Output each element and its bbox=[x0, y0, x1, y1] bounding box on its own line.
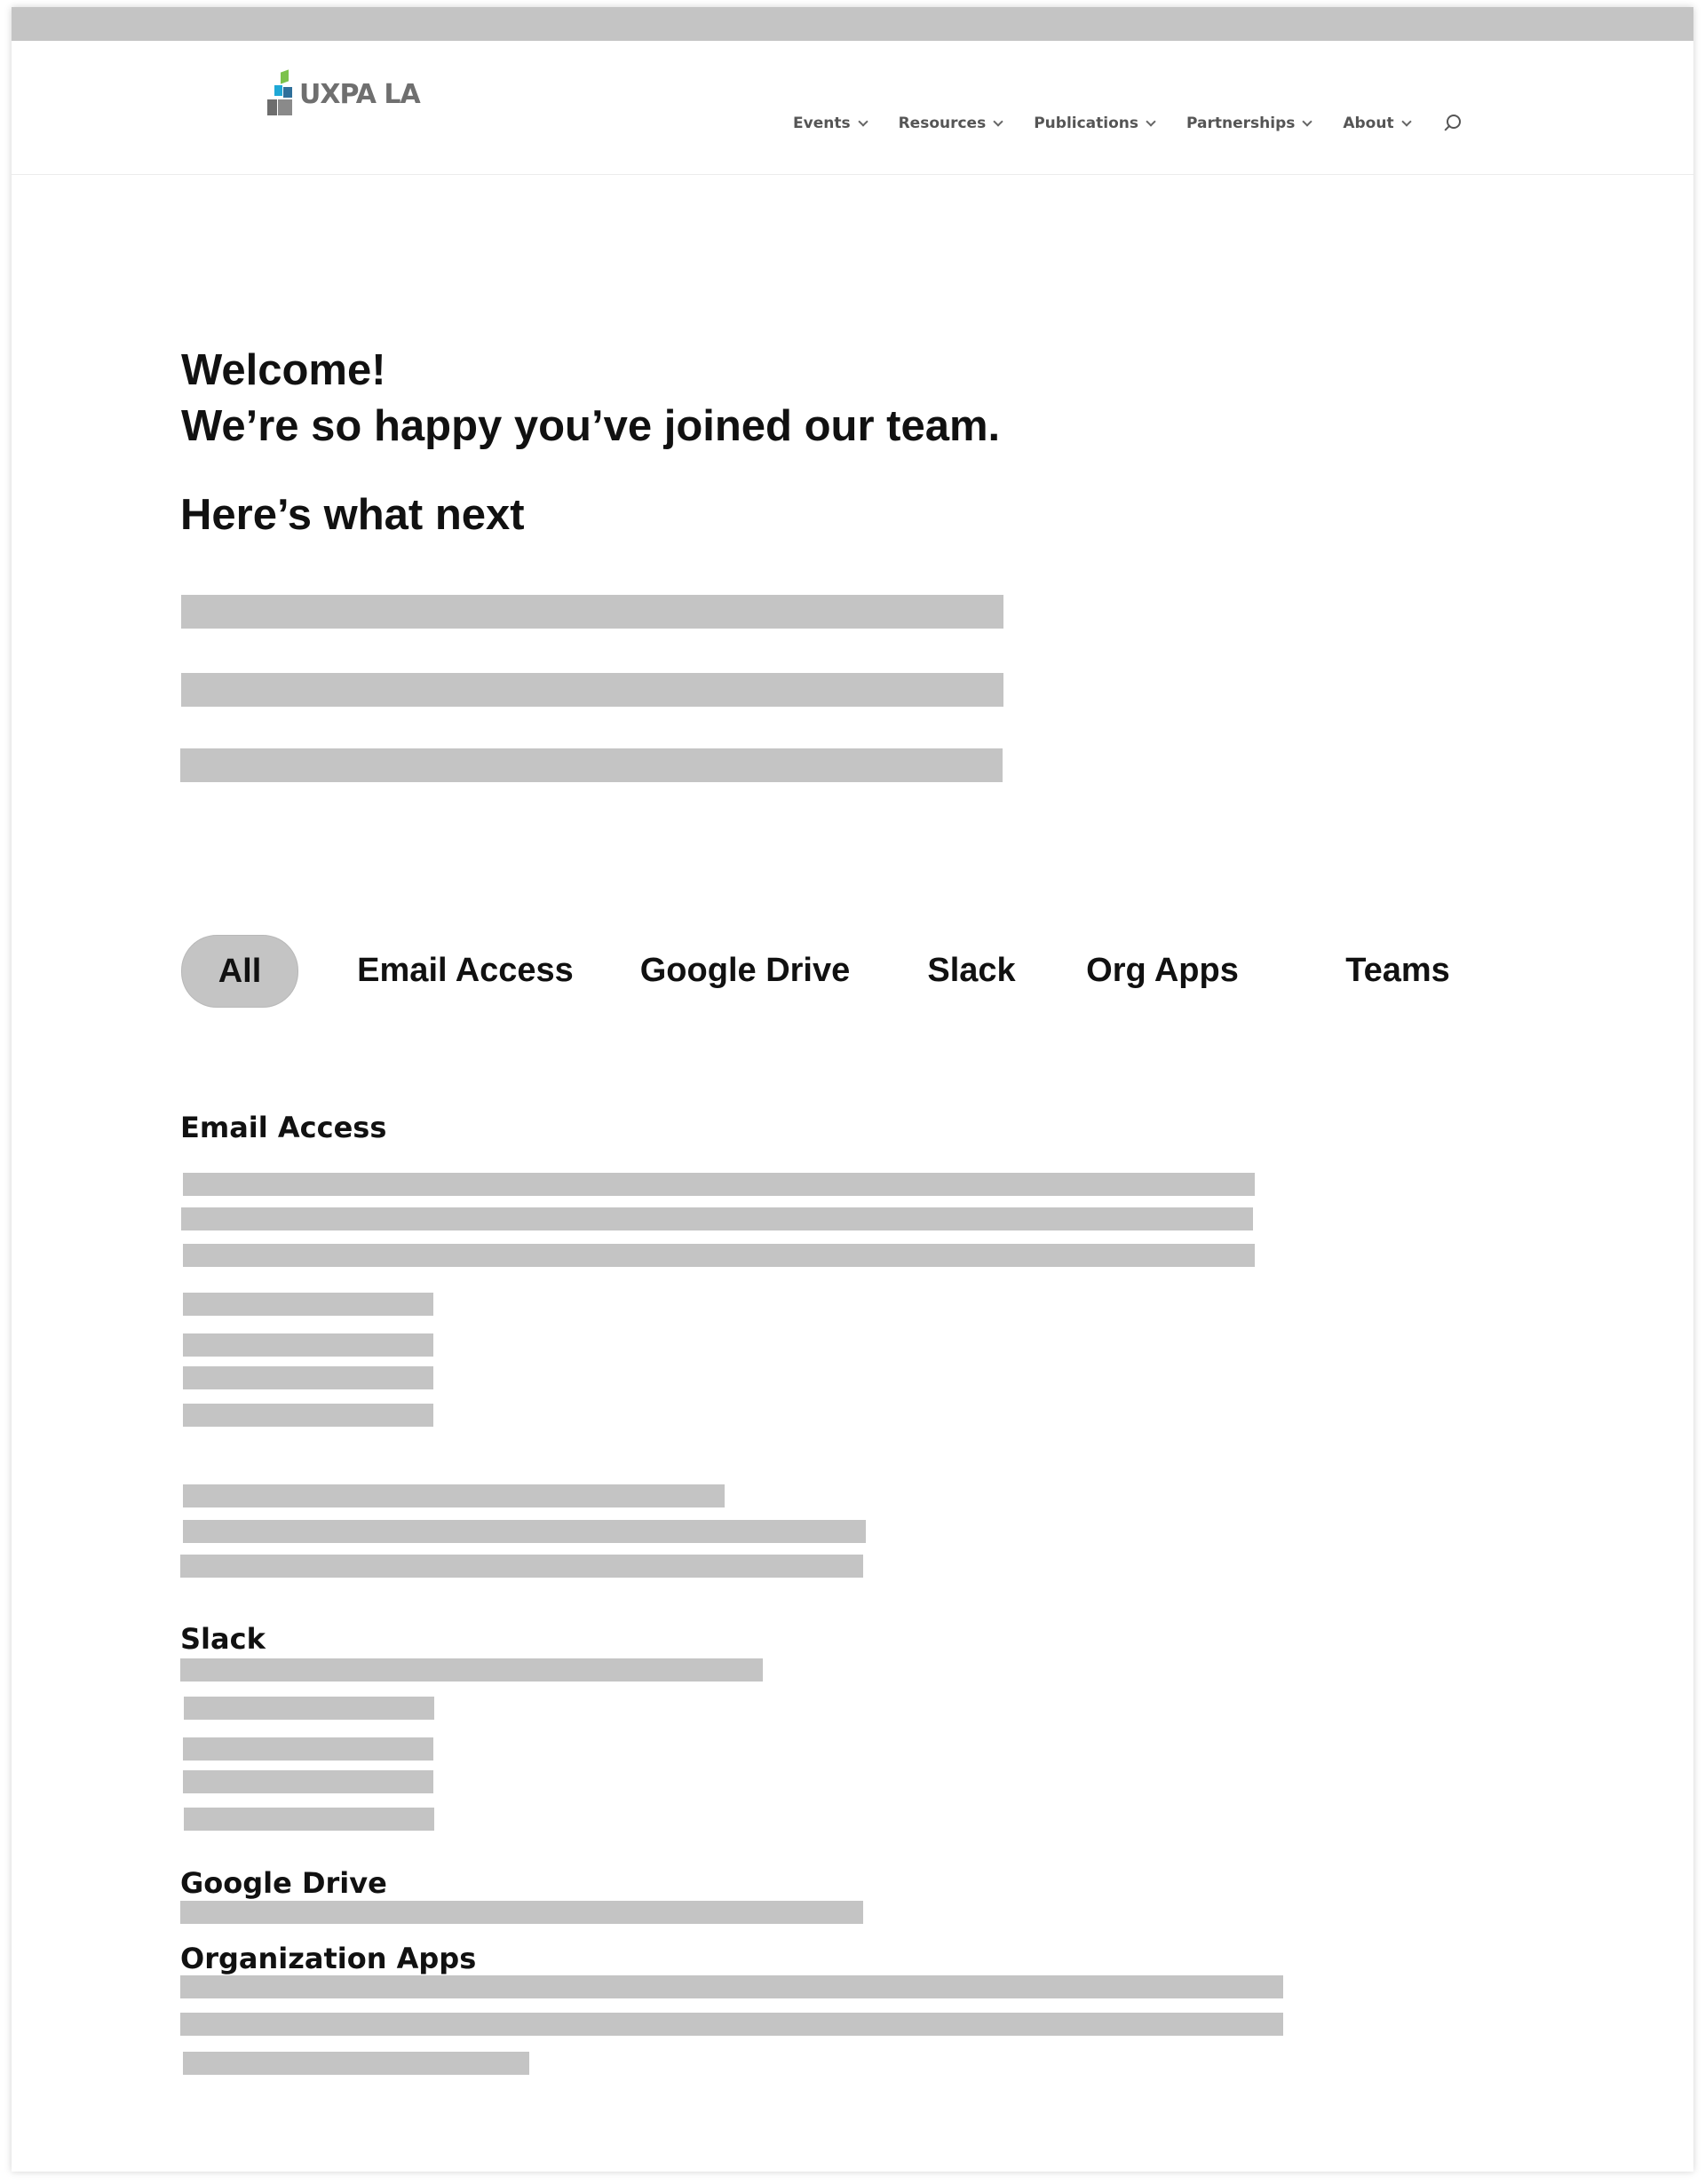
logo-icon bbox=[266, 71, 296, 117]
tab-org-apps[interactable]: Org Apps bbox=[1086, 952, 1239, 989]
chevron-down-icon bbox=[1303, 116, 1312, 126]
nav-label: About bbox=[1343, 115, 1394, 132]
welcome-line-2: We’re so happy you’ve joined our team. bbox=[181, 402, 1001, 450]
nav-item-publications[interactable] bbox=[1034, 115, 1154, 132]
placeholder-line bbox=[183, 1173, 1255, 1196]
tab-slack[interactable]: Slack bbox=[927, 952, 1016, 989]
placeholder-line bbox=[184, 1808, 434, 1831]
placeholder-line bbox=[183, 1293, 433, 1316]
nav-item-events[interactable] bbox=[793, 115, 867, 132]
nav-label: Resources bbox=[898, 115, 987, 132]
placeholder-line bbox=[183, 1333, 433, 1357]
site-header bbox=[12, 41, 1693, 175]
chevron-down-icon bbox=[1146, 116, 1155, 126]
placeholder-line bbox=[184, 1697, 434, 1720]
nav-label: Partnerships bbox=[1186, 115, 1296, 132]
chevron-down-icon bbox=[858, 116, 868, 126]
placeholder-line bbox=[180, 1975, 1283, 1998]
chevron-down-icon bbox=[994, 116, 1003, 126]
placeholder-line bbox=[183, 1366, 433, 1389]
placeholder-line bbox=[183, 1520, 866, 1543]
placeholder-line bbox=[183, 1244, 1255, 1267]
placeholder-line bbox=[183, 1737, 433, 1761]
nav-item-about[interactable] bbox=[1343, 115, 1409, 132]
site-logo[interactable] bbox=[266, 69, 420, 119]
placeholder-line bbox=[183, 1770, 433, 1793]
placeholder-line bbox=[183, 1404, 433, 1427]
placeholder-line bbox=[180, 748, 1003, 782]
page-frame bbox=[12, 7, 1693, 2172]
chevron-down-icon bbox=[1401, 116, 1411, 126]
placeholder-line bbox=[181, 673, 1003, 707]
placeholder-line bbox=[181, 595, 1003, 629]
tab-teams[interactable]: Teams bbox=[1345, 952, 1450, 989]
welcome-heading bbox=[181, 343, 1000, 455]
tab-email-access[interactable]: Email Access bbox=[357, 952, 574, 989]
section-title-organization-apps: Organization Apps bbox=[180, 1942, 477, 1975]
main-nav bbox=[793, 114, 1462, 133]
nav-item-partnerships[interactable] bbox=[1186, 115, 1311, 132]
placeholder-line bbox=[180, 1901, 863, 1924]
filter-tabs bbox=[181, 935, 1495, 1006]
tab-google-drive[interactable]: Google Drive bbox=[639, 952, 851, 989]
search-icon[interactable] bbox=[1442, 114, 1462, 133]
placeholder-line bbox=[180, 2013, 1283, 2036]
nav-item-resources[interactable] bbox=[899, 115, 1003, 132]
placeholder-line bbox=[183, 1484, 725, 1507]
placeholder-line bbox=[183, 2052, 529, 2075]
section-title-email-access: Email Access bbox=[180, 1111, 387, 1144]
placeholder-line bbox=[181, 1207, 1253, 1230]
placeholder-line bbox=[180, 1658, 763, 1682]
placeholder-line bbox=[180, 1555, 863, 1578]
section-title-slack: Slack bbox=[180, 1622, 266, 1656]
logo-text: UXPA LA bbox=[299, 78, 420, 110]
top-bar bbox=[12, 7, 1693, 41]
tab-all[interactable]: All bbox=[181, 935, 298, 1008]
welcome-line-1: Welcome! bbox=[181, 346, 386, 394]
section-title-google-drive: Google Drive bbox=[180, 1866, 387, 1900]
next-steps-heading: Here’s what next bbox=[180, 491, 525, 539]
nav-label: Events bbox=[793, 115, 851, 132]
nav-label: Publications bbox=[1034, 115, 1139, 132]
